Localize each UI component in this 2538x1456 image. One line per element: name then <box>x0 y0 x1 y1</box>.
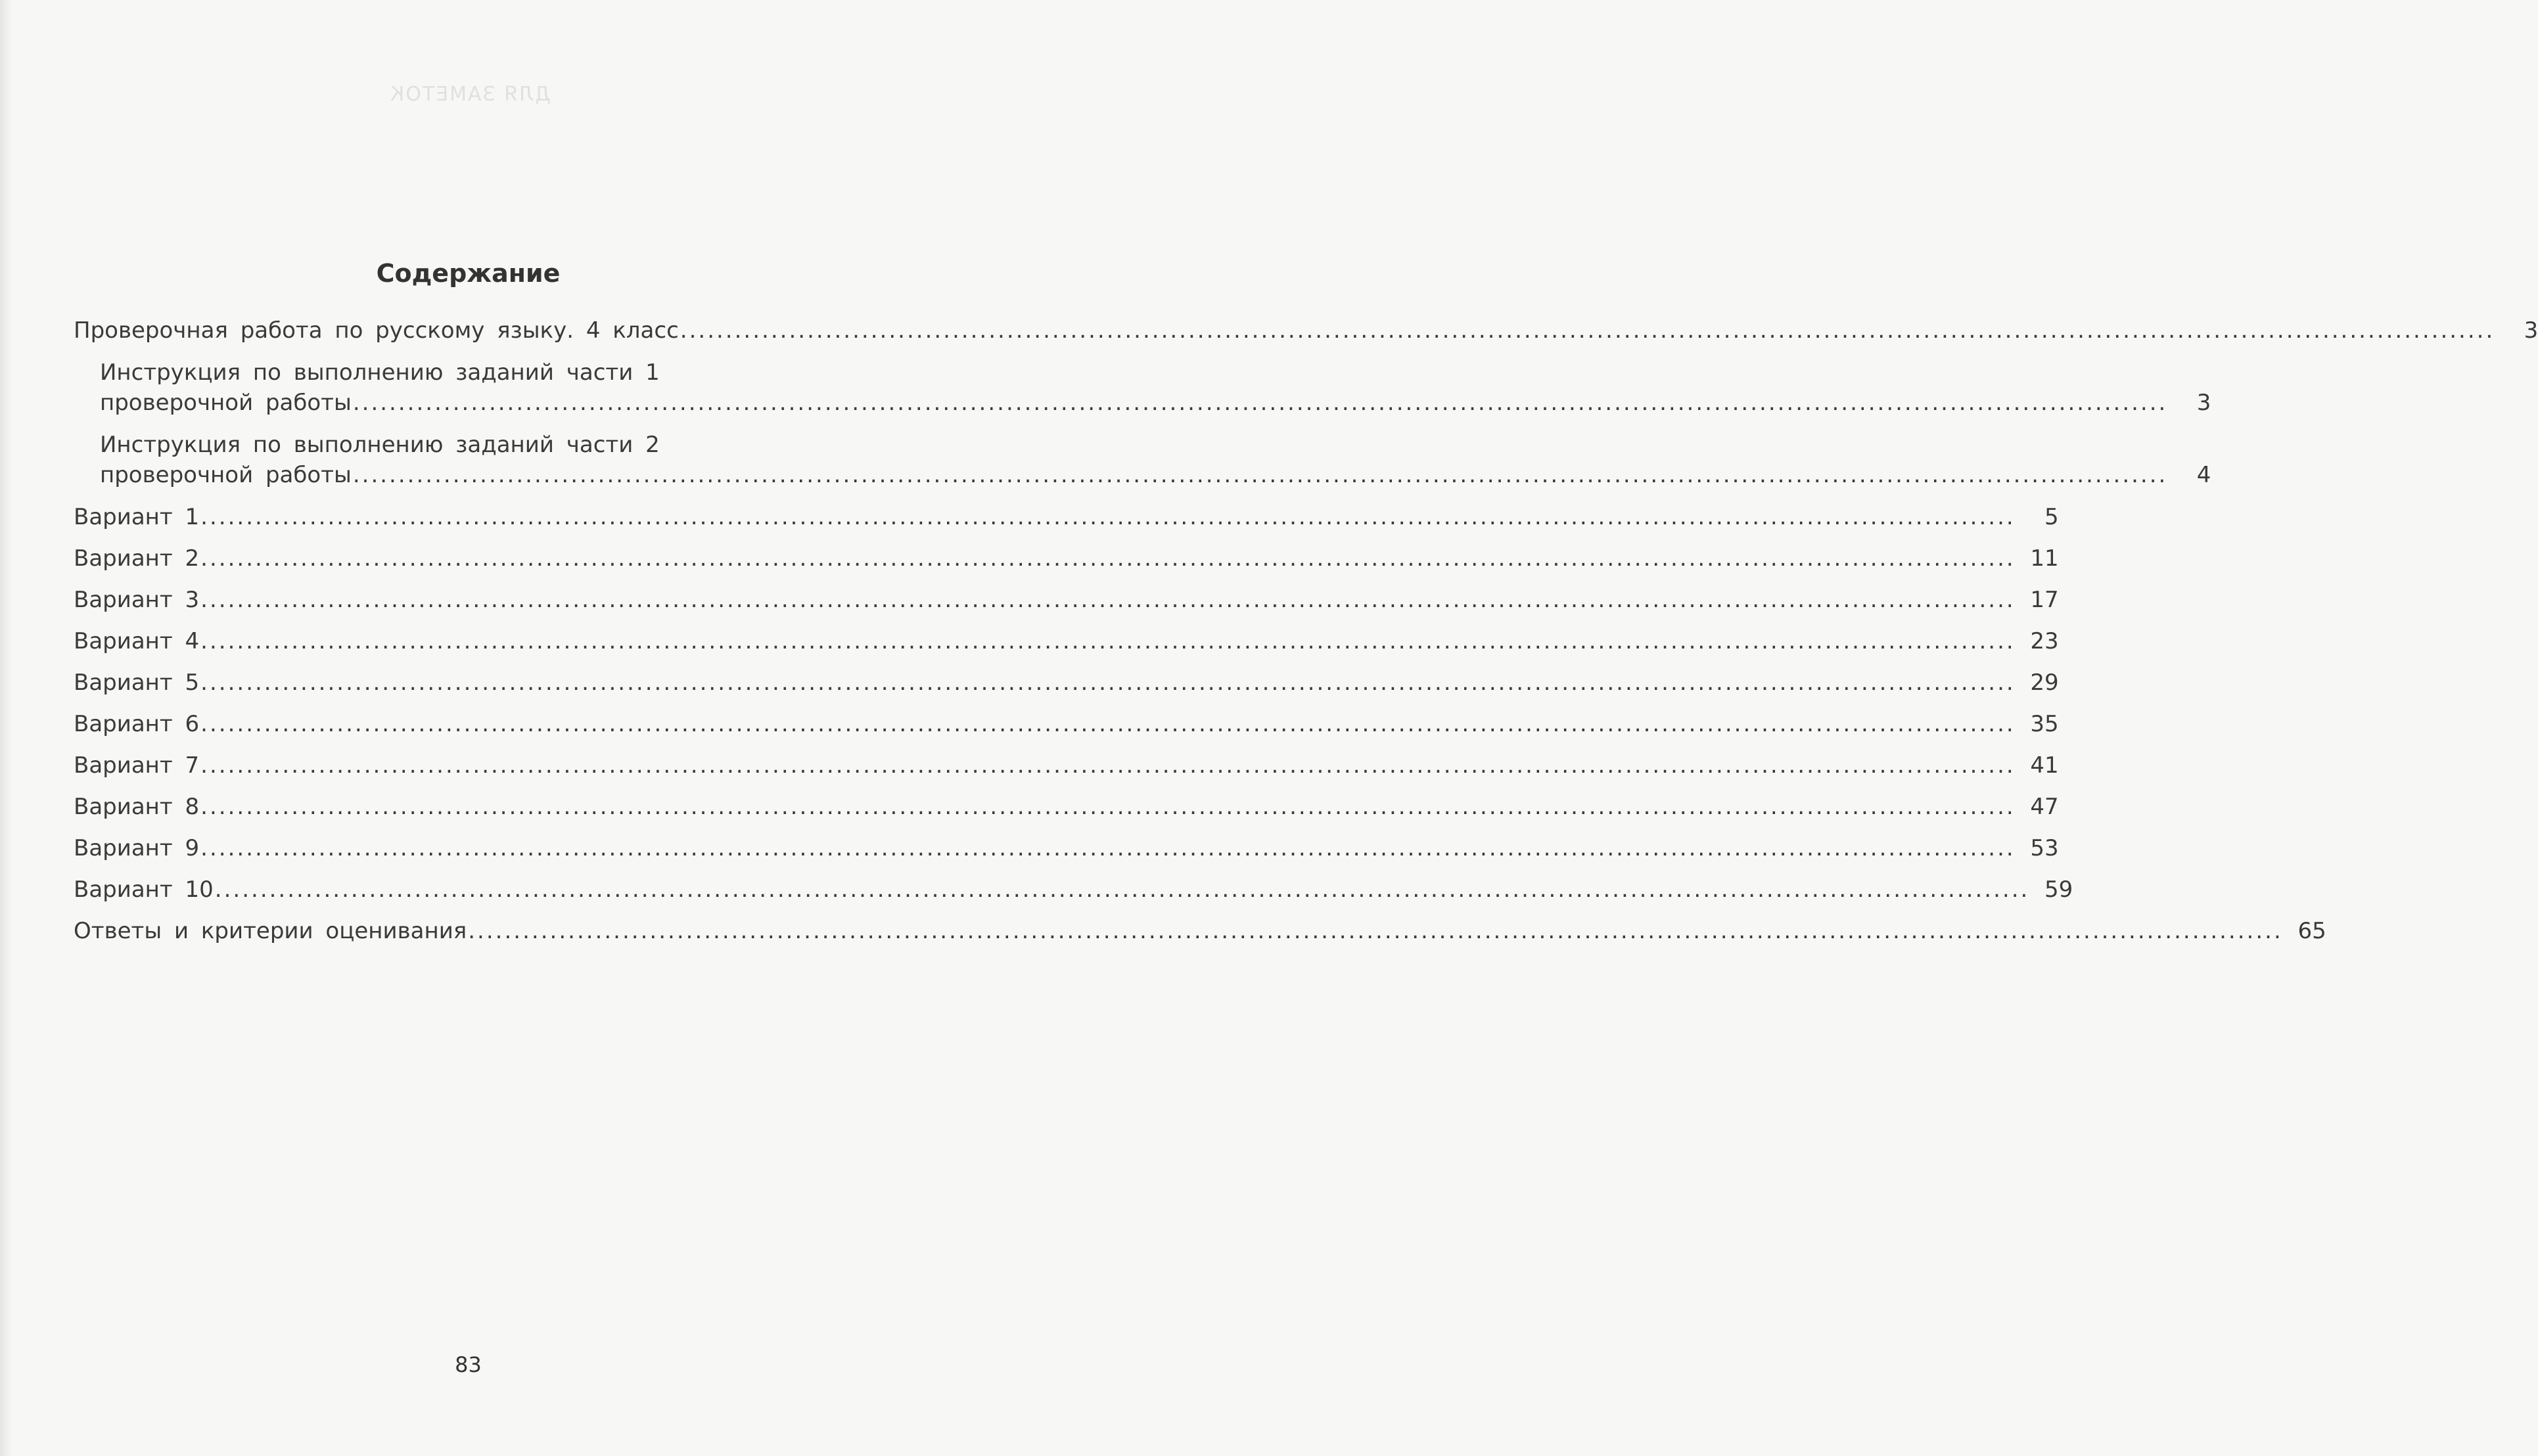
toc-entry-page: 3 <box>2524 317 2538 344</box>
toc-leader-dots: ........................................................................................................................................................................................................ <box>200 752 2016 779</box>
toc-entry-page: 41 <box>2030 752 2059 779</box>
toc-entry-page: 23 <box>2030 628 2059 654</box>
toc-entry-label: Вариант 7 <box>74 752 200 779</box>
toc-entry-variant-3[interactable] <box>74 585 2059 615</box>
toc-entry-label: Вариант 10 <box>74 876 214 903</box>
toc-leader-dots: ........................................................................................................................................................................................................ <box>352 390 2168 416</box>
toc-entry-page: 47 <box>2030 794 2059 820</box>
toc-entry-answers[interactable] <box>74 916 2326 946</box>
toc-leader-dots: ........................................................................................................................................................................................................ <box>200 794 2016 820</box>
toc-entry-page: 29 <box>2030 670 2059 696</box>
toc-entry-test-paper[interactable] <box>74 315 2538 346</box>
toc-entry-page: 11 <box>2030 545 2059 572</box>
toc-entry-page: 17 <box>2030 587 2059 613</box>
toc-entry-variant-6[interactable] <box>74 709 2059 739</box>
toc-entry-instruction-part-2[interactable] <box>74 430 2211 490</box>
toc-entry-variant-2[interactable] <box>74 543 2059 574</box>
toc-entry-label: Вариант 1 <box>74 504 200 530</box>
toc-leader-dots: ........................................................................................................................................................................................................ <box>200 670 2016 696</box>
toc-entry-label: Вариант 2 <box>74 545 200 572</box>
page-number: 83 <box>455 1352 482 1377</box>
page-edge-shadow <box>0 0 12 1456</box>
toc-leader-dots: ........................................................................................................................................................................................................ <box>200 504 2016 530</box>
toc-entry-label: Вариант 3 <box>74 587 200 613</box>
toc-entry-variant-7[interactable] <box>74 750 2059 781</box>
toc-entry-label: проверочной работы <box>100 462 352 488</box>
toc-entry-variant-8[interactable] <box>74 792 2059 822</box>
toc-entry-page: 59 <box>2044 876 2073 903</box>
bleed-through-text: ДЛЯ ЗАМЕТОК <box>388 83 551 106</box>
toc-entry-page: 53 <box>2030 835 2059 861</box>
toc-entry-variant-4[interactable] <box>74 626 2059 656</box>
toc-leader-dots: ........................................................................................................................................................................................................ <box>680 317 2495 344</box>
toc-entry-page: 3 <box>2196 390 2211 416</box>
toc-entry-page: 35 <box>2030 711 2059 737</box>
toc-leader-dots: ........................................................................................................................................................................................................ <box>214 876 2030 903</box>
toc-entry-label-line1: Инструкция по выполнению заданий части 1 <box>100 359 660 386</box>
toc-entry-variant-10[interactable] <box>74 875 2073 905</box>
toc-entry-variant-1[interactable] <box>74 502 2059 532</box>
table-of-contents <box>74 315 2538 946</box>
toc-entry-label: Вариант 8 <box>74 794 200 820</box>
toc-entry-instruction-part-1[interactable] <box>74 357 2211 418</box>
toc-leader-dots: ........................................................................................................................................................................................................ <box>200 545 2016 572</box>
toc-leader-dots: ........................................................................................................................................................................................................ <box>468 918 2283 944</box>
toc-entry-page: 65 <box>2297 918 2326 944</box>
toc-entry-label: проверочной работы <box>100 390 352 416</box>
toc-entry-label: Проверочная работа по русскому языку. 4 класс <box>74 317 679 344</box>
toc-leader-dots: ........................................................................................................................................................................................................ <box>352 462 2168 488</box>
toc-entry-label: Вариант 4 <box>74 628 200 654</box>
toc-entry-label-line1: Инструкция по выполнению заданий части 2 <box>100 432 660 458</box>
toc-entry-page: 4 <box>2196 462 2211 488</box>
toc-leader-dots: ........................................................................................................................................................................................................ <box>200 835 2016 861</box>
toc-leader-dots: ........................................................................................................................................................................................................ <box>200 628 2016 654</box>
toc-entry-variant-9[interactable] <box>74 833 2059 863</box>
toc-entry-label: Ответы и критерии оценивания <box>74 918 467 944</box>
toc-entry-page: 5 <box>2044 504 2059 530</box>
toc-entry-label: Вариант 6 <box>74 711 200 737</box>
toc-entry-label: Вариант 5 <box>74 670 200 696</box>
toc-title: Содержание <box>376 259 561 288</box>
toc-leader-dots: ........................................................................................................................................................................................................ <box>200 587 2016 613</box>
toc-leader-dots: ........................................................................................................................................................................................................ <box>200 711 2016 737</box>
toc-entry-variant-5[interactable] <box>74 668 2059 698</box>
toc-entry-label: Вариант 9 <box>74 835 200 861</box>
